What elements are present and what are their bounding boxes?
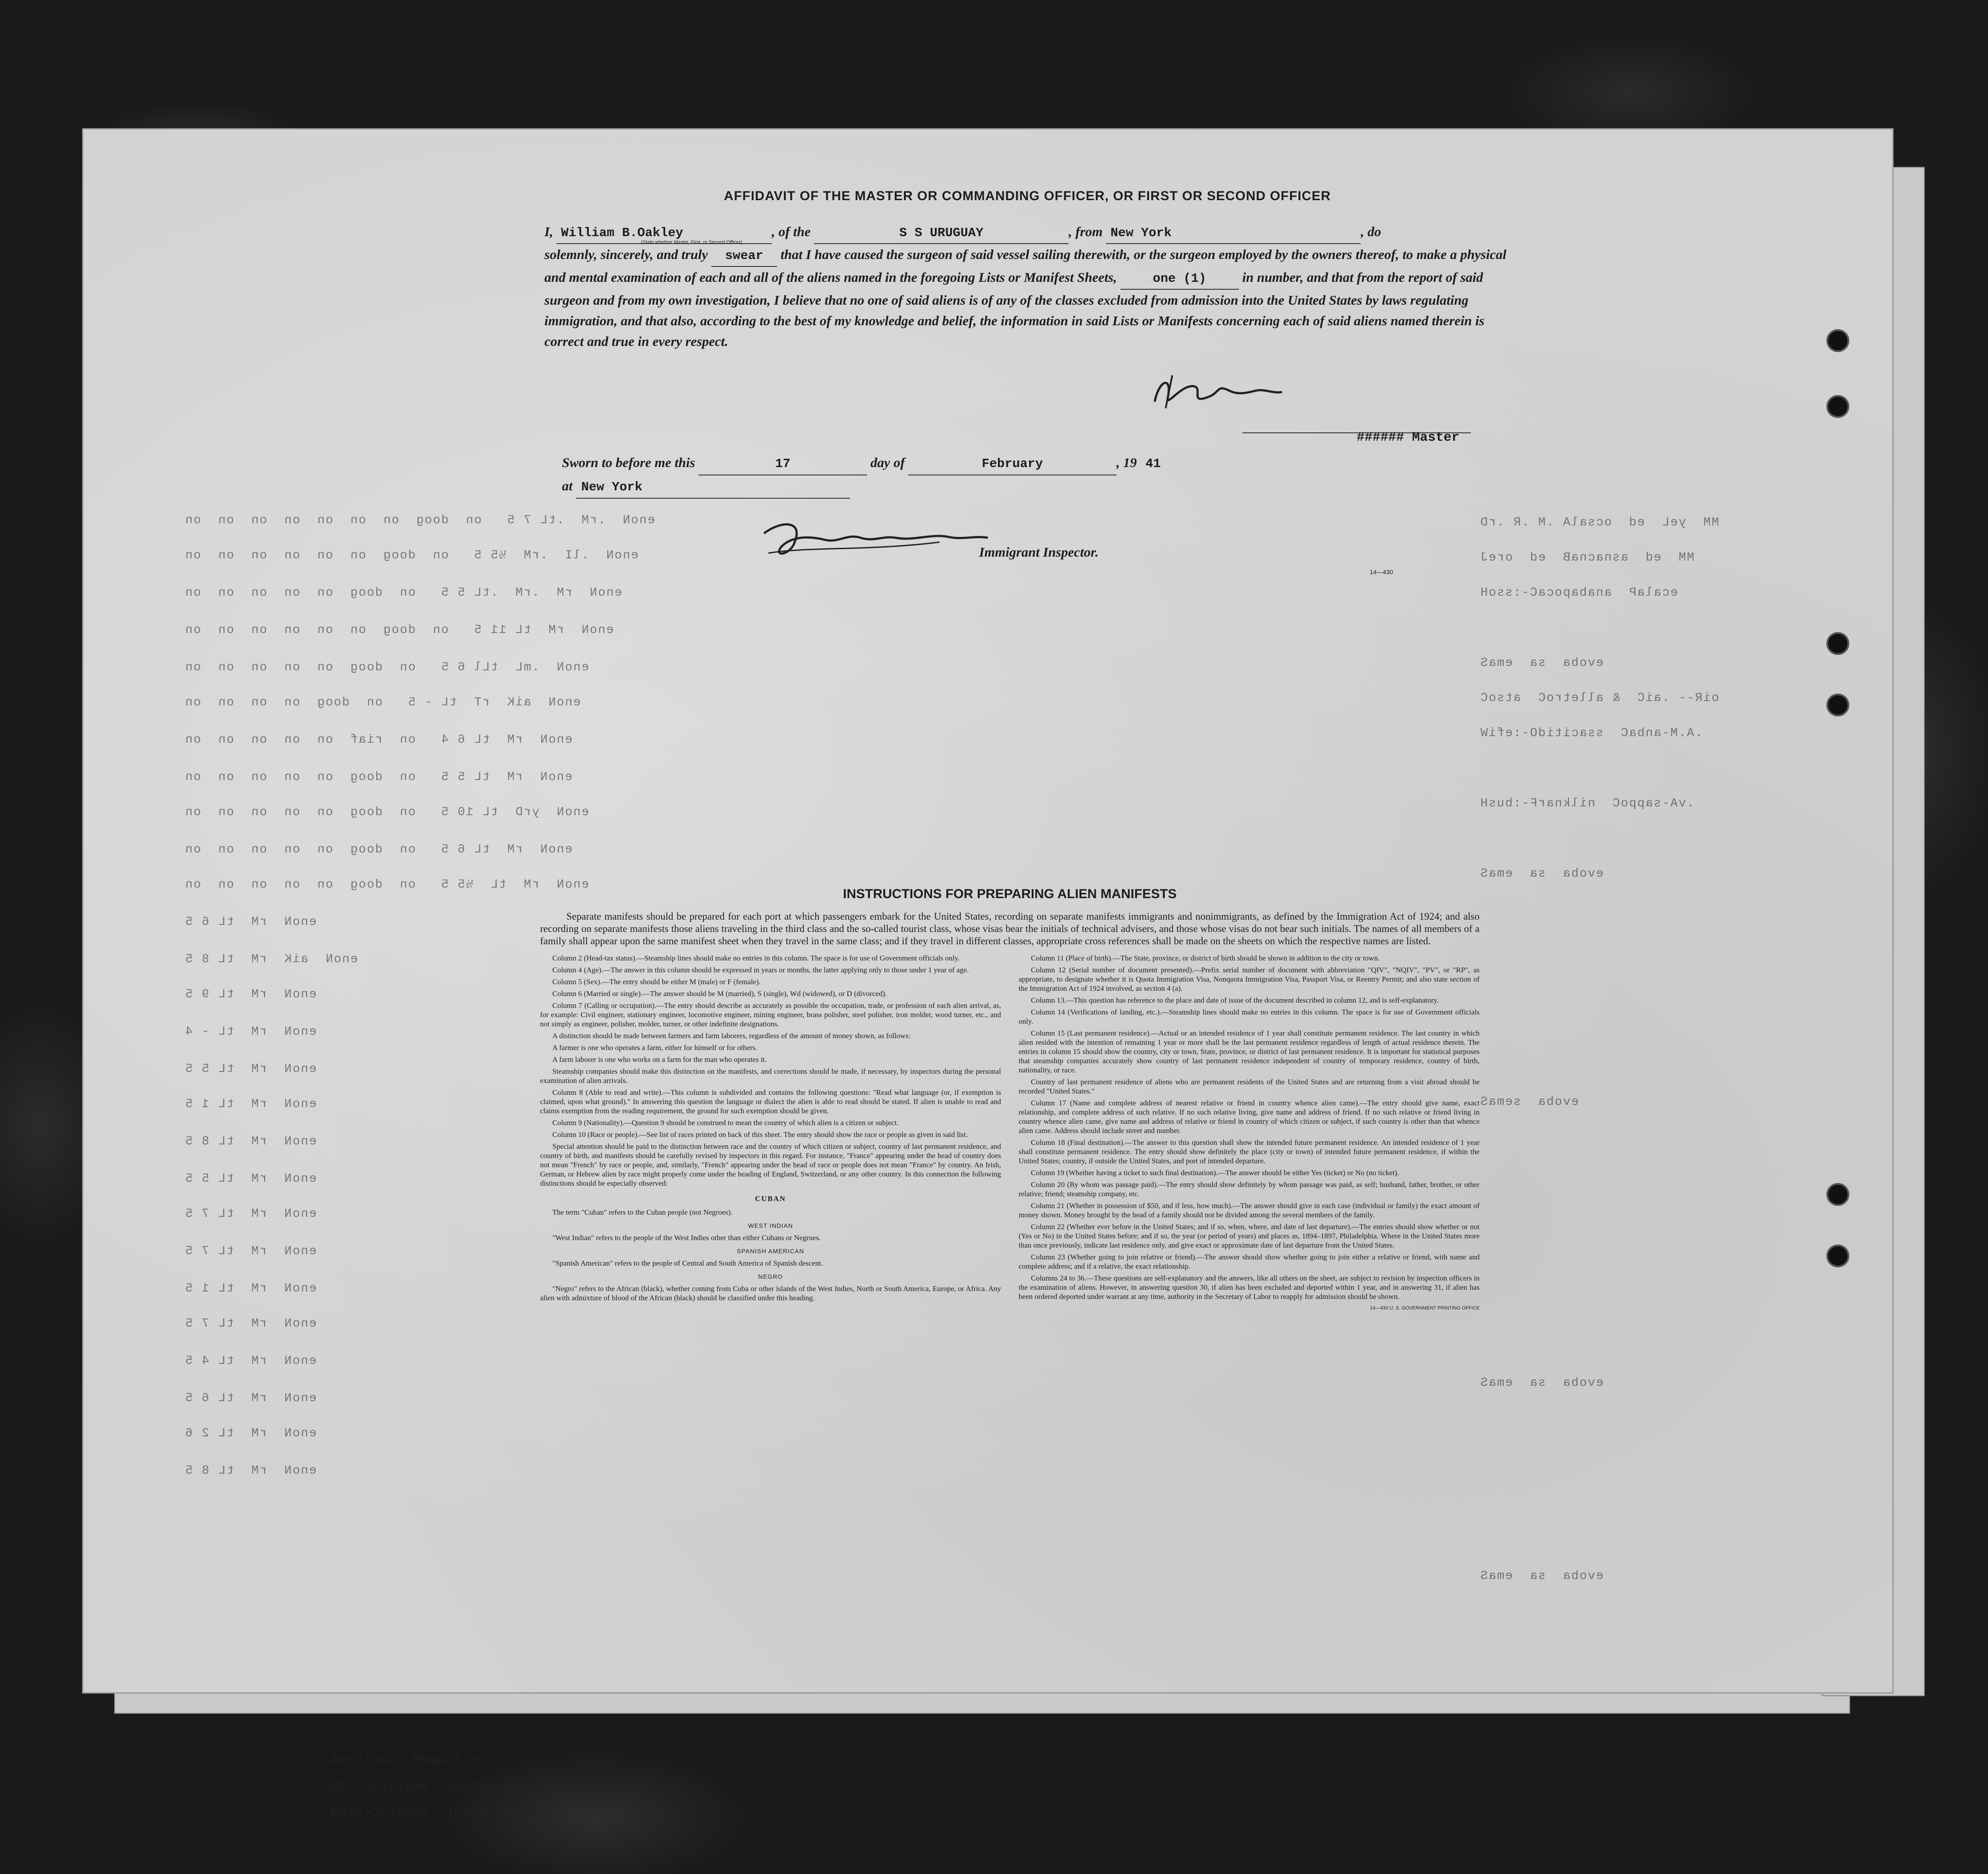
instruction-paragraph: Column 2 (Head-tax status).—Steamship lines should make no entries in this column. The space is for use of Government officials only. bbox=[552, 954, 960, 962]
inspector-label: Immigrant Inspector. bbox=[979, 544, 1099, 560]
sworn-day-field: 17 bbox=[699, 453, 867, 475]
negro-heading: NEGRO bbox=[758, 1273, 783, 1280]
sworn-statement bbox=[562, 452, 1177, 499]
bleed-through-text: enoN rM .rM .tL 5 5 on doog on on on on on bbox=[184, 586, 622, 600]
instruction-paragraph: Column 15 (Last permanent residence).—Actual or an intended residence of 1 year shall constitute permanent residence. The last country in which alien resided with the intention of remaining 1 year or more shall be the last permanent residence regardless of length of actual residence therein. The entries in column 15 should show the country, city or town, State, province, or district of last permanent residence. It is important for statistical purposes that steamship companies accurately show country of last permanent residence independent of country of temporary residence, country of birth, nationality, or race. bbox=[1019, 1029, 1480, 1074]
instruction-paragraph: Column 9 (Nationality).—Question 9 should be construed to mean the country of which alien is a citizen or subject. bbox=[552, 1119, 899, 1127]
bleed-through-text: enoN rM tL 8 5 bbox=[184, 1135, 317, 1148]
sworn-text: day of bbox=[870, 455, 905, 470]
instruction-paragraph: A farm laborer is one who works on a farm for the man who operates it. bbox=[552, 1055, 767, 1064]
bleed-through-text: enoN yrD tL 10 5 on doog on on on on on bbox=[184, 806, 589, 819]
bleed-through-text: enoN rM tL 7 5 bbox=[184, 1317, 317, 1331]
instruction-paragraph: Column 21 (Whether in possession of $50, and if less, how much).—The answer should give in each case (individual or family) the exact amount of money shown. Money brought by the head of a family should not be divided among the several members of the family. bbox=[1019, 1201, 1480, 1219]
affidavit-title: AFFIDAVIT OF THE MASTER OR COMMANDING OFFICER, OR FIRST OR SECOND OFFICER bbox=[724, 189, 1331, 203]
bleed-through-text: evoba sa emaS bbox=[1480, 656, 1604, 670]
master-signature bbox=[1146, 367, 1295, 415]
bleed-through-text: enoN rM tL 6 5 bbox=[184, 1392, 317, 1405]
cuban-heading: CUBAN bbox=[755, 1194, 786, 1203]
officer-name-field: William B.Oakley bbox=[557, 223, 772, 244]
bleed-through-text: evoba sa emaS bbox=[1480, 1569, 1604, 1583]
spanish-american-heading: SPANISH AMERICAN bbox=[737, 1248, 804, 1255]
bleed-through-text: enoN rM tL 7 5 bbox=[184, 1245, 317, 1258]
bleed-through-text: MM yeL ed ocsalA .M .R .rD bbox=[1480, 516, 1719, 529]
instruction-paragraph: Column 13.—This question has reference to the place and date of issue of the document described in column 12, and is self-explanatory. bbox=[1031, 996, 1439, 1004]
bleed-through-text: evoba semaS bbox=[1480, 1095, 1579, 1109]
instruction-paragraph: "Negro" refers to the African (black), whether coming from Cuba or other islands of the West Indies, North or South America, Europe, or Africa. Any alien with admixture of blood of the African (black) should be classified under this heading. bbox=[540, 1284, 1001, 1302]
bleed-through-text: noissimmoC emitiraM SU bbox=[329, 1780, 528, 1794]
bleed-through-text: .cnI seniL kcamroC-eroM bbox=[329, 1806, 536, 1820]
bleed-through-text: enoN .lI .rM ½5 5 on doog on on on on on on bbox=[184, 549, 639, 562]
bleed-through-text: .vA-sappoC nilknarF-:busH bbox=[1480, 797, 1694, 810]
bleed-through-text: enoN rM tL 11 5 on doog on on on on on on bbox=[184, 623, 614, 637]
punch-hole bbox=[1826, 1245, 1849, 1267]
instruction-paragraph: "Spanish American" refers to the people of Central and South America of Spanish descent. bbox=[552, 1259, 823, 1267]
bleed-through-text: enoN rM tL 9 5 bbox=[184, 988, 317, 1001]
instruction-paragraph: Column 23 (Whether going to join relative or friend).—The answer should show whether going to join either a relative or friend, with name and complete address; and if a relative, the exact relationship. bbox=[1019, 1253, 1480, 1270]
instruction-paragraph: Country of last permanent residence of aliens who are permanent residents of the United States and are returning from a visit abroad should be recorded "United States." bbox=[1019, 1078, 1480, 1095]
affidavit-text: , do bbox=[1361, 224, 1381, 239]
instructions-section bbox=[540, 887, 1480, 1313]
bleed-through-text: enoN aiK rM tL 8 5 bbox=[184, 953, 358, 966]
vessel-name-field: S S URUGUAY bbox=[814, 223, 1069, 244]
bleed-through-text: enoN rM tL 1 5 bbox=[184, 1282, 317, 1295]
instruction-paragraph: "West Indian" refers to the people of the West Indies other than either Cubans or Negroes. bbox=[552, 1234, 821, 1242]
instruction-paragraph: Column 8 (Able to read and write).—This column is subdivided and contains the following questions: "Read what language (or, if exemption is claimed, upon what ground)." In answering this question the language or dialect the alien is able to read should be stated. If alien is unable to read and claims exemption from the reading requirement, the ground for such exemption should be given. bbox=[540, 1088, 1001, 1115]
bleed-through-text: enoN rM tL 2 6 bbox=[184, 1427, 317, 1440]
bleed-through-text: .A.M-anbaC ssacitidO-:efiW bbox=[1480, 727, 1703, 740]
bleed-through-text: enoN rM tL 1 5 bbox=[184, 1097, 317, 1111]
bleed-through-text: enoN rM tL 6 5 on doog on on on on on bbox=[184, 843, 573, 856]
instructions-right-column bbox=[1019, 953, 1480, 1313]
instruction-paragraph: Column 14 (Verifications of landing, etc.).—Steamship lines should make no entries in this column. The space is for use of Government officials only. bbox=[1019, 1008, 1480, 1025]
sworn-text: Sworn to before me this bbox=[562, 455, 695, 470]
punch-hole bbox=[1826, 632, 1849, 655]
oath-field: swear bbox=[711, 245, 777, 267]
bleed-through-text: evoba sa emaS bbox=[1480, 867, 1604, 881]
sworn-place-field: New York bbox=[576, 477, 850, 499]
bleed-through-text: enoN rM tL - 4 bbox=[184, 1025, 317, 1039]
affidavit-section bbox=[544, 189, 1510, 352]
bleed-through-text: enoN aiK rT tL - 5 on doog on on on on bbox=[184, 696, 581, 709]
instruction-paragraph: A distinction should be made between farmers and farm laborers, regardless of the amount of money shown, as follows: bbox=[552, 1032, 911, 1040]
punch-hole bbox=[1826, 1183, 1849, 1206]
instruction-paragraph: Column 12 (Serial number of document presented).—Prefix serial number of document with abbreviation "QIV", "NQIV", "PV", or "RP", as appropriate, to designate whether it is Quota Immigration Visa, Nonquota Immigration Visa, Passport Visa, or Reentry Permit; and also state section of the Immigration Act of 1924 involved, as section 4 (a). bbox=[1019, 966, 1480, 993]
instruction-paragraph: Column 6 (Married or single).—The answer should be M (married), S (single), Wd (widowed), or D (divorced). bbox=[552, 989, 887, 998]
form-code: 14—430 bbox=[1370, 568, 1393, 576]
bleed-through-text: enoN .rM .tL 7 5 on doog on on on on on on on bbox=[184, 514, 655, 527]
affidavit-text: that I have caused the surgeon of said vessel sailing therewith, or the surgeon employed by the owners thereof, to make a physical and mental examination of each and all of the aliens named in the foregoing Lists or Manifest Sheets, bbox=[544, 247, 1507, 285]
instruction-paragraph: A farmer is one who operates a farm, either for himself or for others. bbox=[552, 1043, 757, 1052]
affidavit-text: , of the bbox=[771, 224, 811, 239]
sworn-text: at bbox=[562, 478, 573, 493]
bleed-through-text: evoba sa emaS bbox=[1480, 1376, 1604, 1390]
bleed-through-text: ecalaP anabapocaC-:ssoH bbox=[1480, 586, 1678, 600]
instructions-intro: Separate manifests should be prepared for each port at which passengers embark for the United States, recording on separate manifests immigrants and nonimmigrants, as defined by the Immigration Act of 1924; and also recording on separate manifests those aliens traveling in the third class and the so-called tourist class, whose visas bear the initials of technical advisers, and those whose visas do not bear such initials. The names of all members of a family shall appear upon the same manifest sheet when they travel in the same class; and if they travel in different classes, appropriate cross references shall be made on the sheets on which the respective names are listed. bbox=[540, 911, 1480, 946]
instruction-paragraph: Column 10 (Race or people).—See list of races printed on back of this sheet. The entry should show the race or people as given in said list. bbox=[552, 1130, 968, 1139]
west-indian-heading: WEST INDIAN bbox=[748, 1222, 793, 1229]
bleed-through-text: oiR-- .aiC & alletroC atsoC bbox=[1480, 691, 1719, 705]
bleed-through-text: enoN rM tL ½5 5 on doog on on on on on bbox=[184, 878, 589, 892]
bleed-through-text: seilbupeR naciremA bbox=[329, 1754, 486, 1767]
bleed-through-text: MM ed asnacnaB ed oreJ bbox=[1480, 551, 1694, 565]
instruction-paragraph: Column 17 (Name and complete address of nearest relative or friend in country whence alien came).—The entry should give name, exact relationship, and complete address of such relative. If no such relative living, give name and address of friend. If no such relative or friend living in country whence alien came, give name and address of relative or friend in country of which citizen or subject, if such country is other than that whence alien came. Address should include street and number. bbox=[1019, 1099, 1480, 1135]
manifest-sheet bbox=[83, 129, 1892, 1820]
bleed-through-text: enoN rM tL 6 4 on riaf on on on on on bbox=[184, 733, 573, 747]
instructions-title: INSTRUCTIONS FOR PREPARING ALIEN MANIFESTS bbox=[843, 887, 1177, 901]
bleed-through-text: enoN rM tL 7 5 bbox=[184, 1207, 317, 1221]
bleed-through-text: enoN rM tL 6 5 bbox=[184, 915, 317, 929]
instruction-paragraph: Column 19 (Whether having a ticket to such final destination).—The answer should be either Yes (ticket) or No (no ticket). bbox=[1031, 1169, 1399, 1177]
instruction-paragraph: Columns 24 to 36.—These questions are self-explanatory and the answers, like all others on the sheet, are subject to revision by inspection officers in the examination of aliens. However, in answering question 30, if alien has been excluded and deported within 1 year, and in answering 31, if alien has been ordered deported under warrant at any time, authority in the Secretary of Labor to reapply for admission should be shown. bbox=[1019, 1274, 1480, 1301]
instruction-paragraph: Column 4 (Age).—The answer in this column should be expressed in years or months, the latter applying only to those under 1 year of age. bbox=[552, 966, 969, 974]
punch-hole bbox=[1826, 694, 1849, 716]
bleed-through-text: enoN rM tL 8 5 bbox=[184, 1464, 317, 1478]
bleed-through-text: enoN .mL tLl 6 5 on doog on on on on on bbox=[184, 661, 589, 674]
officer-hint: (State whether Master, First, or Second Officer) bbox=[641, 240, 742, 245]
bleed-through-text: enoN rM tL 5 5 bbox=[184, 1172, 317, 1186]
sworn-month-field: February bbox=[908, 453, 1116, 475]
sheet-count-field: one (1) bbox=[1120, 268, 1239, 290]
instruction-paragraph: Column 18 (Final destination).—The answer to this question shall show the intended future permanent residence. An intended residence of 1 year shall constitute permanent residence. The entry should show definitely the place (city or town) of intended future permanent residence, if within the United States; country, if outside the United States, and port of intended departure. bbox=[1019, 1138, 1480, 1165]
affidavit-text: I, bbox=[544, 224, 553, 239]
inspector-signature bbox=[755, 516, 1001, 564]
instruction-paragraph: Column 7 (Calling or occupation).—The entry should describe as accurately as possible the occupation, trade, or profession of each alien arrival, as, for example: Civil engineer, stationary engineer, locomotive engineer, mining engineer, brass polisher, steel polisher, iron molder, wood turner, etc., and not simply as engineer, polisher, molder, turner, or other indefinite designations. bbox=[540, 1001, 1001, 1028]
instruction-paragraph: Column 20 (By whom was passage paid).—The entry should show definitely by whom passage was paid, as self; husband, father, brother, or other relative; friend; steamship company, etc. bbox=[1019, 1180, 1480, 1198]
instruction-paragraph: The term "Cuban" refers to the Cuban people (not Negroes). bbox=[552, 1208, 733, 1216]
instruction-paragraph: Column 11 (Place of birth).—The State, province, or district of birth should be shown in addition to the city or town. bbox=[1031, 954, 1380, 962]
bleed-through-text: enoN rM tL 5 5 bbox=[184, 1062, 317, 1076]
instructions-columns bbox=[540, 953, 1480, 1313]
bleed-through-text: enoN rM tL 4 5 bbox=[184, 1354, 317, 1368]
affidavit-text: solemnly, sincerely, and truly bbox=[544, 247, 708, 262]
affidavit-text: in number, and that from the report of said surgeon and from my own investigation, I believe that no one of said aliens is of any of the classes excluded from admission into the United States by laws regulating immigration, and that also, according to the best of my knowledge and belief, the information in said Lists or Manifests concerning each of said aliens named therein is correct and true in every respect. bbox=[544, 270, 1484, 349]
punch-hole bbox=[1826, 329, 1849, 352]
punch-hole bbox=[1826, 395, 1849, 418]
printing-office-note: 14—430 U. S. GOVERNMENT PRINTING OFFICE bbox=[1370, 1306, 1480, 1311]
instruction-paragraph: Special attention should be paid to the distinction between race and the country of which citizen or subject, country of last permanent residence, and country of birth, and manifests should be carefully revised by inspectors in this regard. For instance, "France" appearing under the head of country does not mean "French" by race or people, and, similarly, "French" appearing under the head of race or people does not mean "France" by country. An Irish, German, or Hebrew alien by race might properly come under the heading of England, Switzerland, or any other country. In this connection the following distinctions should be especially observed: bbox=[540, 1142, 1001, 1187]
bleed-through-text: enoN rM tL 5 5 on doog on on on on on bbox=[184, 770, 573, 784]
sworn-year-field: 41 bbox=[1145, 457, 1161, 471]
instruction-paragraph: Steamship companies should make this distinction on the manifests, and corrections should be made, if necessary, by inspectors during the personal examination of alien arrivals. bbox=[540, 1067, 1001, 1085]
instructions-left-column bbox=[540, 953, 1001, 1313]
instruction-paragraph: Column 22 (Whether ever before in the United States; and if so, when, where, and date of last departure).—The entries should show whether or not (Yes or No) in the United States before; and if so, the year (or period of years) and places as, 1894–1897, Philadelphia. Where in the United States more than once previously, indicate last residence only, and give exact or approximate date of last departure from the United States. bbox=[1019, 1223, 1480, 1249]
master-label: ###### Master bbox=[1357, 430, 1460, 445]
instruction-paragraph: Column 5 (Sex).—The entry should be either M (male) or F (female). bbox=[552, 978, 761, 986]
affidavit-text: , from bbox=[1069, 224, 1103, 239]
port-field: New York bbox=[1106, 223, 1361, 244]
sworn-text: , 19 bbox=[1116, 455, 1137, 470]
